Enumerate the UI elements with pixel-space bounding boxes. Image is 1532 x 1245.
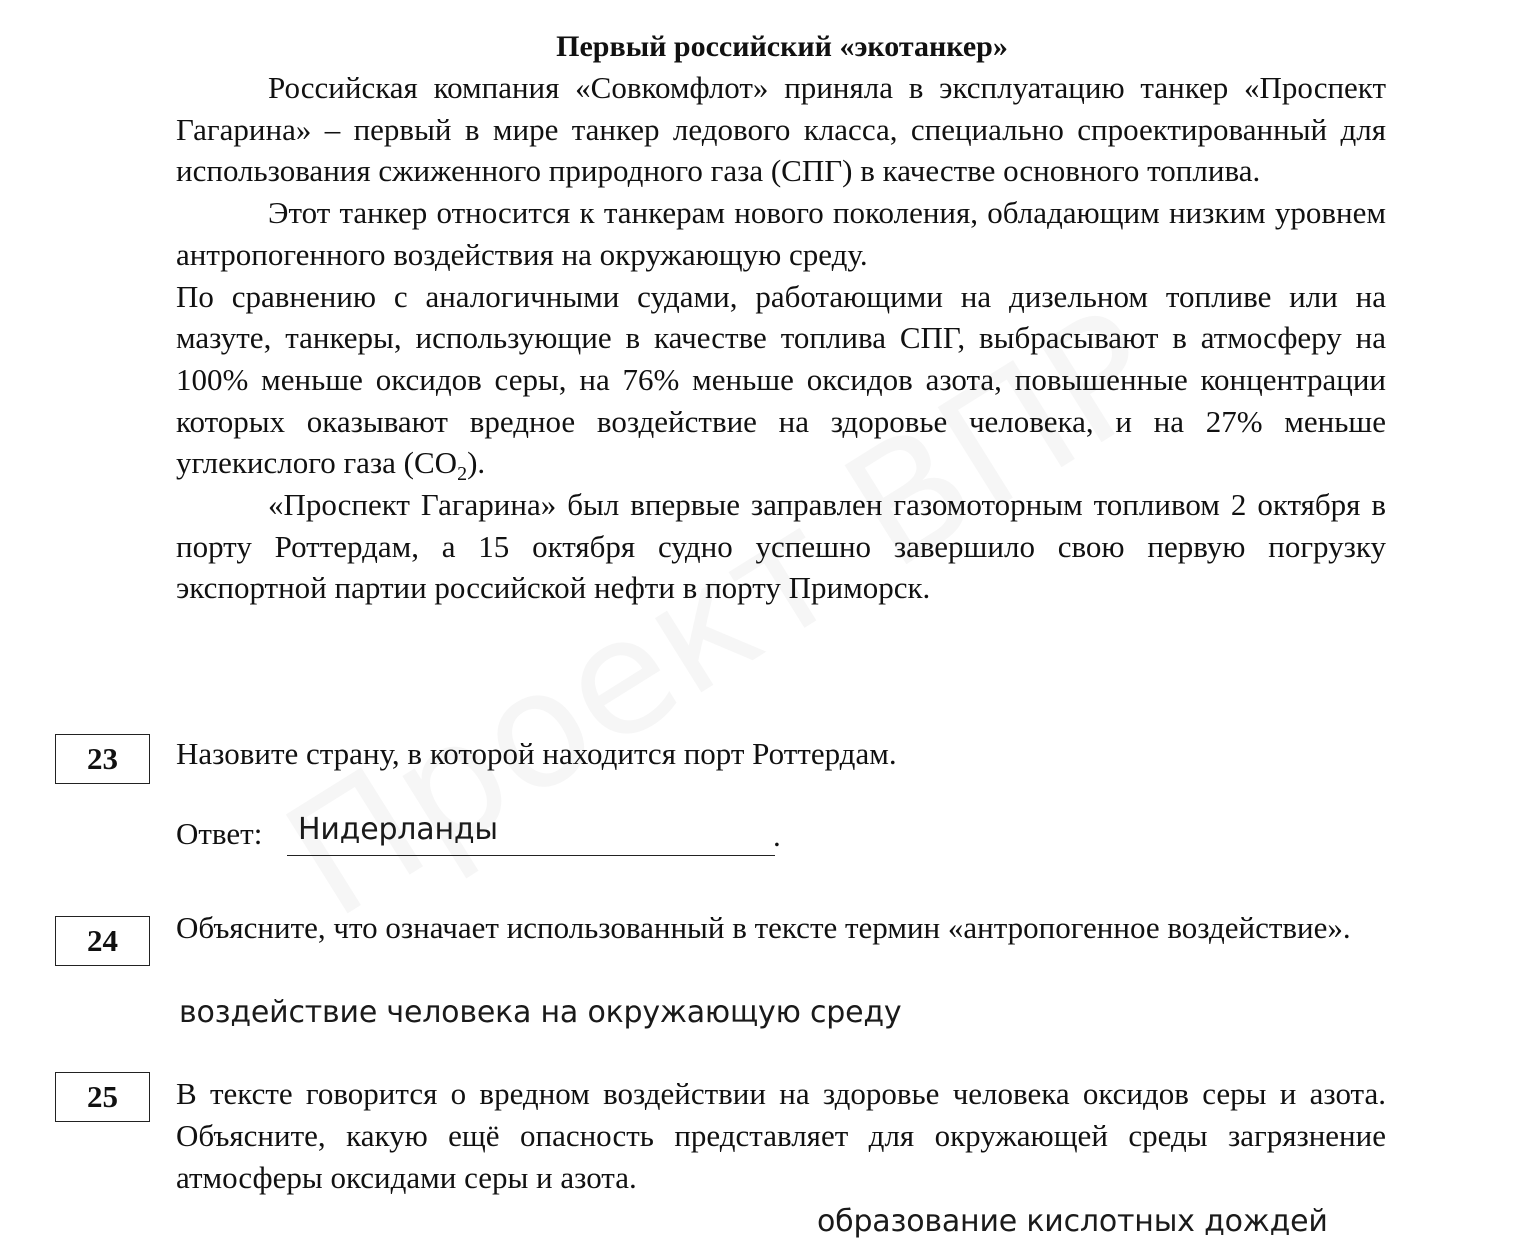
question-number-23: 23	[55, 734, 150, 784]
article-paragraph-2: Этот танкер относится к танкерам нового поколения, обладающим низким уровнем антропогенного воздействия на окружающую среду.	[176, 195, 1386, 272]
article-title: Первый российский «экотанкер»	[556, 30, 1008, 63]
answer-value-25[interactable]: образование кислотных дождей	[817, 1204, 1328, 1239]
article-paragraph-1: Российская компания «Совкомфлот» приняла в эксплуатацию танкер «Проспект Гагарина» – первый в мире танкер ледового класса, специально спроектированный для использования сжиженного природного газа (СПГ) в качестве основного топлива.	[176, 70, 1386, 189]
answer-value-24[interactable]: воздействие человека на окружающую среду	[179, 995, 902, 1030]
question-number-25: 25	[55, 1072, 150, 1122]
question-text-24: Объясните, что означает использованный в тексте термин «антропогенное воздействие».	[176, 910, 1351, 945]
article-paragraph-3	[176, 276, 1386, 485]
co2-subscript: 2	[457, 463, 468, 486]
answer-value-23[interactable]: Нидерланды	[298, 812, 498, 847]
article-body	[176, 67, 1386, 609]
answer-label: Ответ:	[176, 816, 263, 851]
answer-line-23	[287, 855, 775, 856]
question-text-25: В тексте говорится о вредном воздействии на здоровье человека оксидов серы и азота. Объясните, какую ещё опасность представляет для окружающей среды загрязнение атмосферы оксидами серы и азота.	[176, 1076, 1386, 1195]
answer-end-dot: .	[773, 818, 781, 853]
question-number-24: 24	[55, 916, 150, 966]
article-paragraph-4: «Проспект Гагарина» был впервые заправлен газомоторным топливом 2 октября в порту Роттердам, а 15 октября судно успешно завершило свою первую погрузку экспортной партии российской нефти в порту Приморск.	[176, 487, 1386, 606]
question-text-23: Назовите страну, в которой находится порт Роттердам.	[176, 736, 897, 771]
article-paragraph-3-text: По сравнению с аналогичными судами, работающими на дизельном топливе или на мазуте, танкеры, использующие в качестве топлива СПГ, выбрасывают в атмосферу на 100% меньше оксидов серы, на 76% меньше оксидов азота, повышенные концентрации которых оказывают вредное воздействие на здоровье человека, и на 27% меньше углекислого газа (CO	[176, 278, 1386, 481]
co2-tail: ).	[467, 445, 486, 481]
